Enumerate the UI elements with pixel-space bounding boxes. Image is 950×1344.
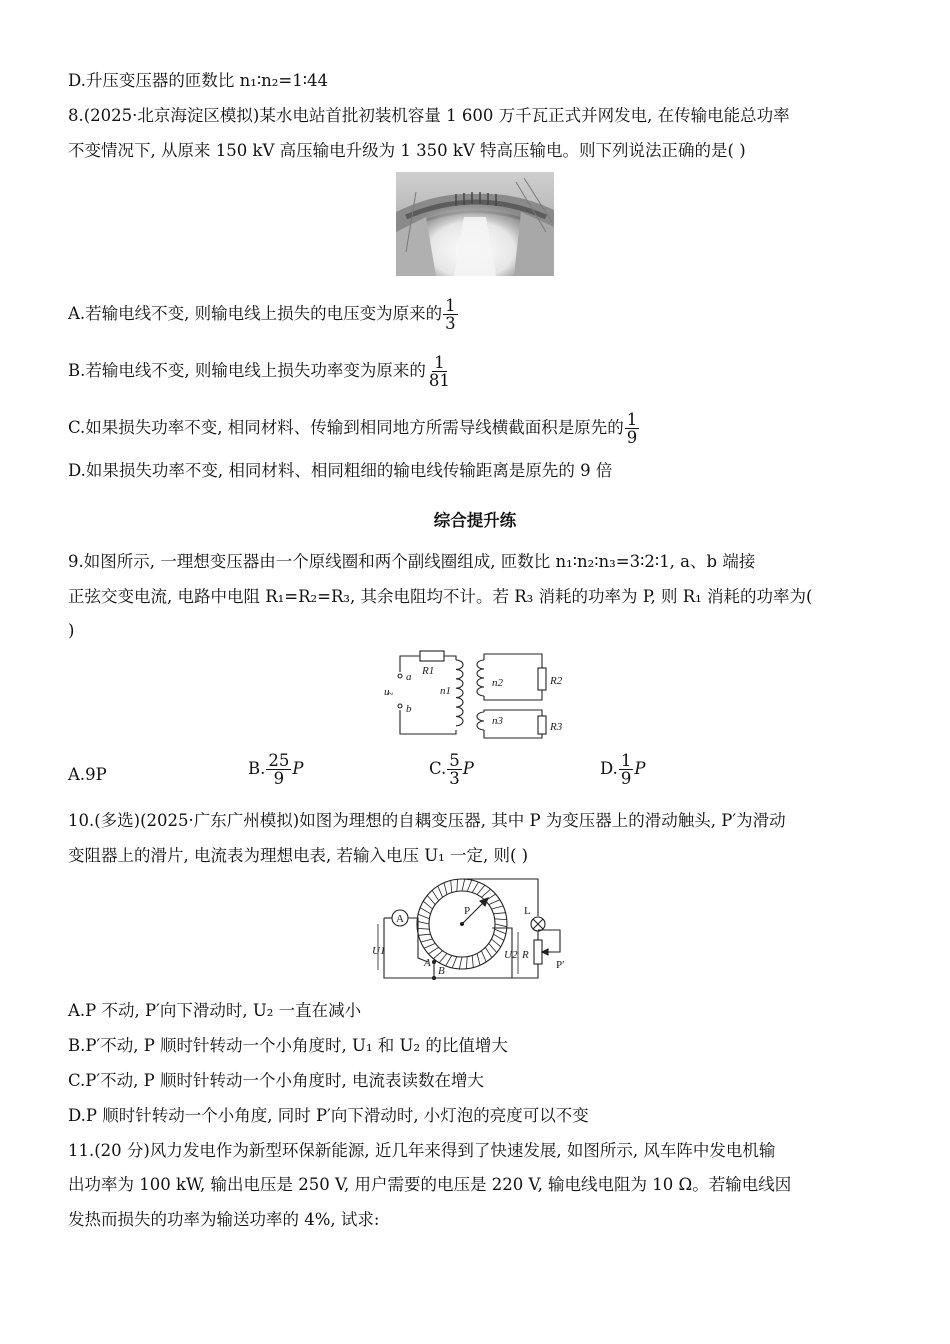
coil-winding [489,943,497,952]
r2-label: R2 [550,675,563,687]
fraction [619,752,634,787]
coil-winding [481,889,490,897]
numerator: 25 [268,751,290,770]
coil-winding [459,957,462,969]
fraction [266,752,291,787]
dam-photo [396,172,554,276]
coil-winding [472,955,473,967]
coil-winding [477,885,485,894]
coil-winding [452,957,457,968]
coil-winding [446,955,452,966]
terminal-b-label: B [438,965,445,977]
coil-winding [424,943,435,948]
coil-winding [417,921,429,924]
numerator: 5 [449,751,460,770]
terminal-b-label: b [406,703,412,715]
coil-winding [493,934,504,940]
q9-option-c [429,752,474,787]
n3-label: n3 [492,715,503,727]
coil-winding [433,951,442,959]
coil-winding [451,880,452,892]
transformer-circuit-figure [380,648,580,742]
option-letter: D. [600,759,618,778]
coil-winding [420,908,431,914]
numerator: 1 [445,296,456,315]
q10-option-c: C.P′不动, P 顺时针转动一个小角度时, 电流表读数在增大 [68,1071,484,1090]
coil-winding [418,934,430,935]
fraction [443,297,458,332]
svg-text:~: ~ [388,689,394,700]
option-letter: C. [429,759,447,778]
coil-winding [439,953,447,962]
numerator: 1 [620,751,632,770]
fraction [427,354,452,389]
coil-winding [466,957,467,969]
q9-option-b [248,752,303,787]
q8-option-d: D.如果损失功率不变, 相同材料、相同粗细的输电线传输距离是原先的 9 倍 [68,461,613,480]
q8-option-c-text: C.如果损失功率不变, 相同材料、传输到相同地方所需导线横截面积是原先的 [68,418,624,437]
q9-stem-line1: 9.如图所示, 一理想变压器由一个原线圈和两个副线圈组成, 匝数比 n₁∶n₂∶n₃=3∶2∶1, a、b 端接 [68,552,756,571]
n1-label: n1 [440,685,451,697]
q11-stem-line2: 出功率为 100 kW, 输出电压是 250 V, 用户需要的电压是 220 V, 输电线电阻为 10 Ω。若输电线因 [68,1175,792,1194]
q10-stem-line2: 变阻器上的滑片, 电流表为理想电表, 若输入电压 U₁ 一定, 则( ) [68,846,529,865]
option-letter: B. [248,759,266,778]
option-unit: P [292,759,304,778]
numerator: 1 [626,410,638,429]
coil-winding [495,919,507,920]
terminal-a-label: a [406,671,412,683]
q8-stem-line1: 8.(2025·北京海淀区模拟)某水电站首批初装机容量 1 600 万千瓦正式并网发电, 在传输电能总功率 [68,106,790,125]
q7-option-d: D.升压变压器的匝数比 n₁∶n₂=1∶44 [68,71,329,90]
denominator: 9 [273,769,285,788]
u2-label: U2 [504,949,518,961]
coil-winding [462,879,465,891]
coil-winding [423,901,432,909]
coil-winding [493,913,505,914]
ammeter-label: A [396,913,404,925]
q10-option-a: A.P 不动, P′向下滑动时, U₂ 一直在减小 [68,1001,362,1020]
autotransformer-circuit-figure [372,874,584,986]
fraction [625,411,640,446]
q9-option-d [600,752,646,787]
q8-option-b [68,354,453,389]
q8-option-a [68,297,459,332]
r1-label: R1 [422,665,435,677]
coil-winding [495,924,507,927]
r3-label: R3 [550,721,563,733]
q10-option-b: B.P′不动, P 顺时针转动一个小角度时, U₁ 和 U₂ 的比值增大 [68,1036,508,1055]
q8-option-c [68,411,640,446]
option-unit: P [634,759,646,778]
coil-winding [421,939,433,942]
coil-winding [444,883,447,895]
terminal-a-label: A [424,957,431,969]
numerator: 1 [434,353,445,372]
denominator: 3 [449,769,460,788]
denominator: 9 [620,769,632,788]
coil-winding [481,951,486,962]
lamp-l-label: L [524,905,531,917]
rheostat-r-label: R [522,949,529,961]
coil-winding [472,882,478,893]
q9-option-a: A.9P [68,765,107,784]
q8-stem-line2: 不变情况下, 从原来 150 kV 高压输电升级为 1 350 kV 特高压输电。则下列说法正确的是( ) [68,141,746,160]
coil-winding [467,880,472,891]
q9-stem-line2: 正弦交变电流, 电路中电阻 R₁=R₂=R₃, 其余电阻均不计。若 R₃ 消耗的功率为 P, 则 R₁ 消耗的功率为( [68,587,813,606]
q11-stem-line3: 发热而损失的功率为输送功率的 4%, 试求: [68,1210,380,1229]
coil-winding [485,947,492,957]
coil-winding [438,886,443,897]
denominator: 9 [626,428,638,447]
q11-stem-line1: 11.(20 分)风力发电作为新型环保新能源, 近几年来得到了快速发展, 如图所示, 风车阵中发电机输 [68,1141,776,1160]
coil-winding [418,914,429,919]
u1-label: U1 [372,945,386,957]
q8-option-a-text: A.若输电线不变, 则输电线上损失的电压变为原来的 [68,304,443,323]
coil-winding [427,895,435,904]
coil-winding [428,947,438,954]
q10-stem-line1: 10.(多选)(2025·广东广州模拟)如图为理想的自耦变压器, 其中 P 为变压器上的滑动触头, P′为滑动 [68,811,786,830]
denominator: 3 [445,314,456,333]
q10-option-d: D.P 顺时针转动一个小角度, 同时 P′向下滑动时, 小灯泡的亮度可以不变 [68,1106,589,1125]
section-title: 综合提升练 [433,511,517,530]
n2-label: n2 [492,677,503,689]
denominator: 81 [428,371,450,390]
q9-stem-line3: ) [68,621,75,640]
slider-p-prime-label: P′ [556,959,565,971]
coil-winding [457,879,458,891]
coil-winding [432,890,439,900]
coil-winding [495,929,506,934]
coil-winding [477,953,480,965]
slider-p-label: P [464,905,471,917]
coil-winding [491,939,500,947]
coil-winding [417,928,429,929]
q8-option-b-text: B.若输电线不变, 则输电线上损失功率变为原来的 [68,361,426,380]
source-u-label: u [384,686,390,698]
fraction [447,752,462,787]
option-unit: P [462,759,474,778]
coil-winding [489,900,500,905]
coil-winding [491,906,503,909]
